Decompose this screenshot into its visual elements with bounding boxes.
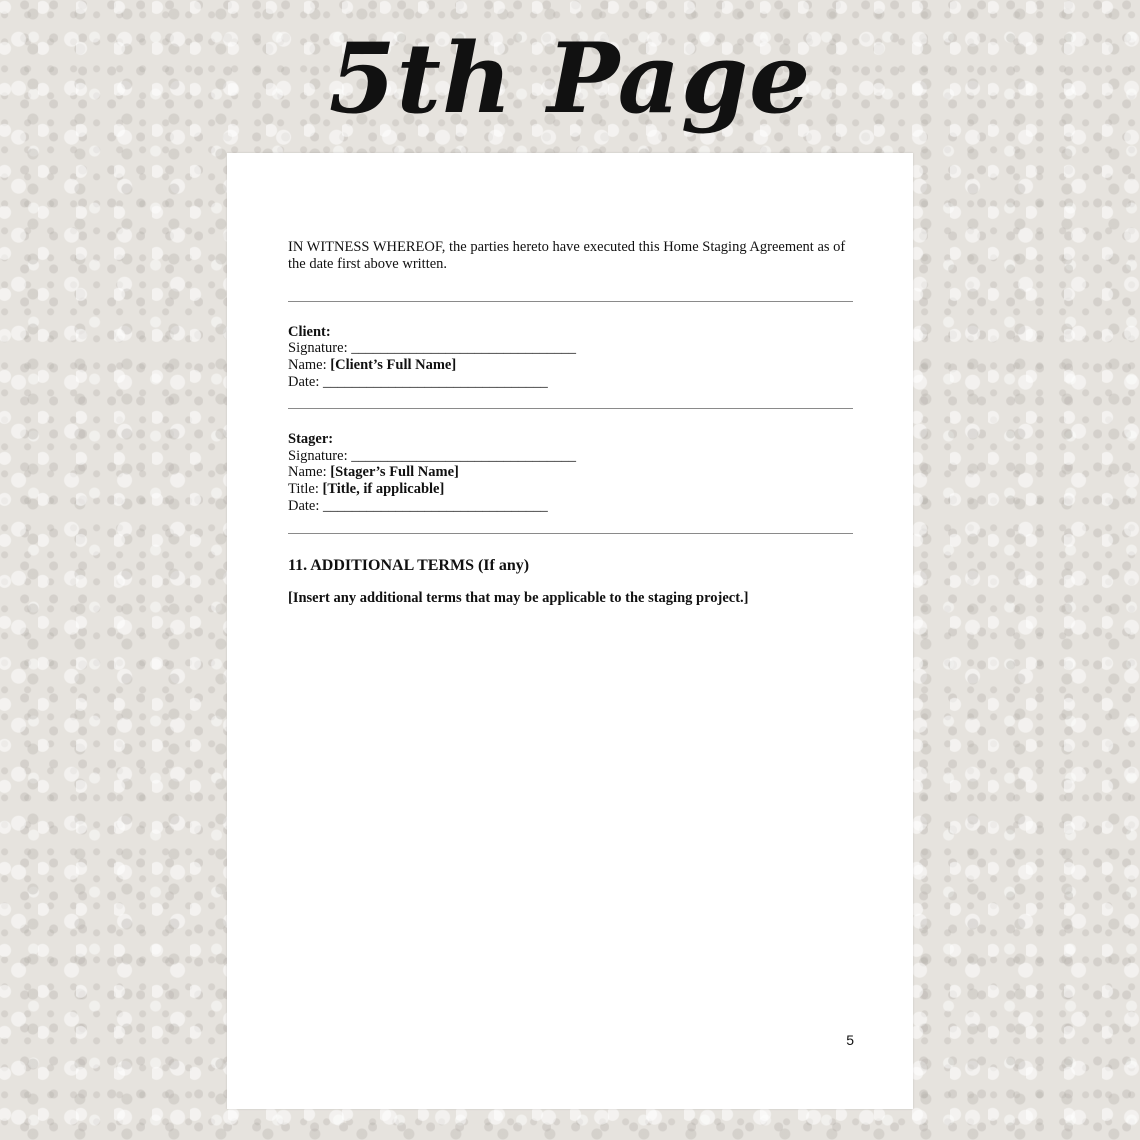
- page-number: 5: [846, 1032, 854, 1048]
- client-date-line: _______________________________: [323, 373, 548, 390]
- stager-title-value: [Title, if applicable]: [322, 481, 445, 498]
- witness-paragraph: IN WITNESS WHEREOF, the parties hereto have executed this Home Staging Agreement as of the date first above written.: [288, 239, 846, 272]
- stager-date-line: _______________________________: [323, 497, 548, 514]
- client-name-row: [288, 357, 853, 374]
- client-signature-block: [288, 324, 853, 391]
- client-signature-label: Signature:: [288, 340, 348, 357]
- divider: [288, 408, 853, 409]
- divider: [288, 533, 853, 534]
- stager-signature-line: _______________________________: [351, 447, 576, 464]
- section-11-body: [Insert any additional terms that may be applicable to the staging project.]: [288, 589, 749, 606]
- stager-signature-block: [288, 431, 853, 515]
- client-name-label: Name:: [288, 357, 327, 374]
- client-date-label: Date:: [288, 373, 320, 390]
- stager-name-label: Name:: [288, 464, 327, 481]
- stager-heading: Stager:: [288, 430, 334, 447]
- divider: [288, 301, 853, 302]
- stager-date-label: Date:: [288, 497, 320, 514]
- stager-signature-label: Signature:: [288, 447, 348, 464]
- stager-title-label: Title:: [288, 481, 319, 498]
- client-heading: Client:: [288, 323, 331, 340]
- stager-signature-row: [288, 448, 853, 465]
- document-content: [288, 239, 853, 607]
- page-heading: 5th Page: [328, 22, 812, 135]
- client-signature-line: _______________________________: [351, 340, 576, 357]
- section-11-title: 11. ADDITIONAL TERMS (If any): [288, 556, 530, 574]
- client-date-row: [288, 374, 853, 391]
- document-page: [227, 153, 913, 1109]
- stager-name-value: [Stager’s Full Name]: [330, 464, 459, 481]
- stager-date-row: [288, 498, 853, 515]
- stager-title-row: [288, 481, 853, 498]
- client-name-value: [Client’s Full Name]: [330, 357, 457, 374]
- stager-name-row: [288, 464, 853, 481]
- client-signature-row: [288, 340, 853, 357]
